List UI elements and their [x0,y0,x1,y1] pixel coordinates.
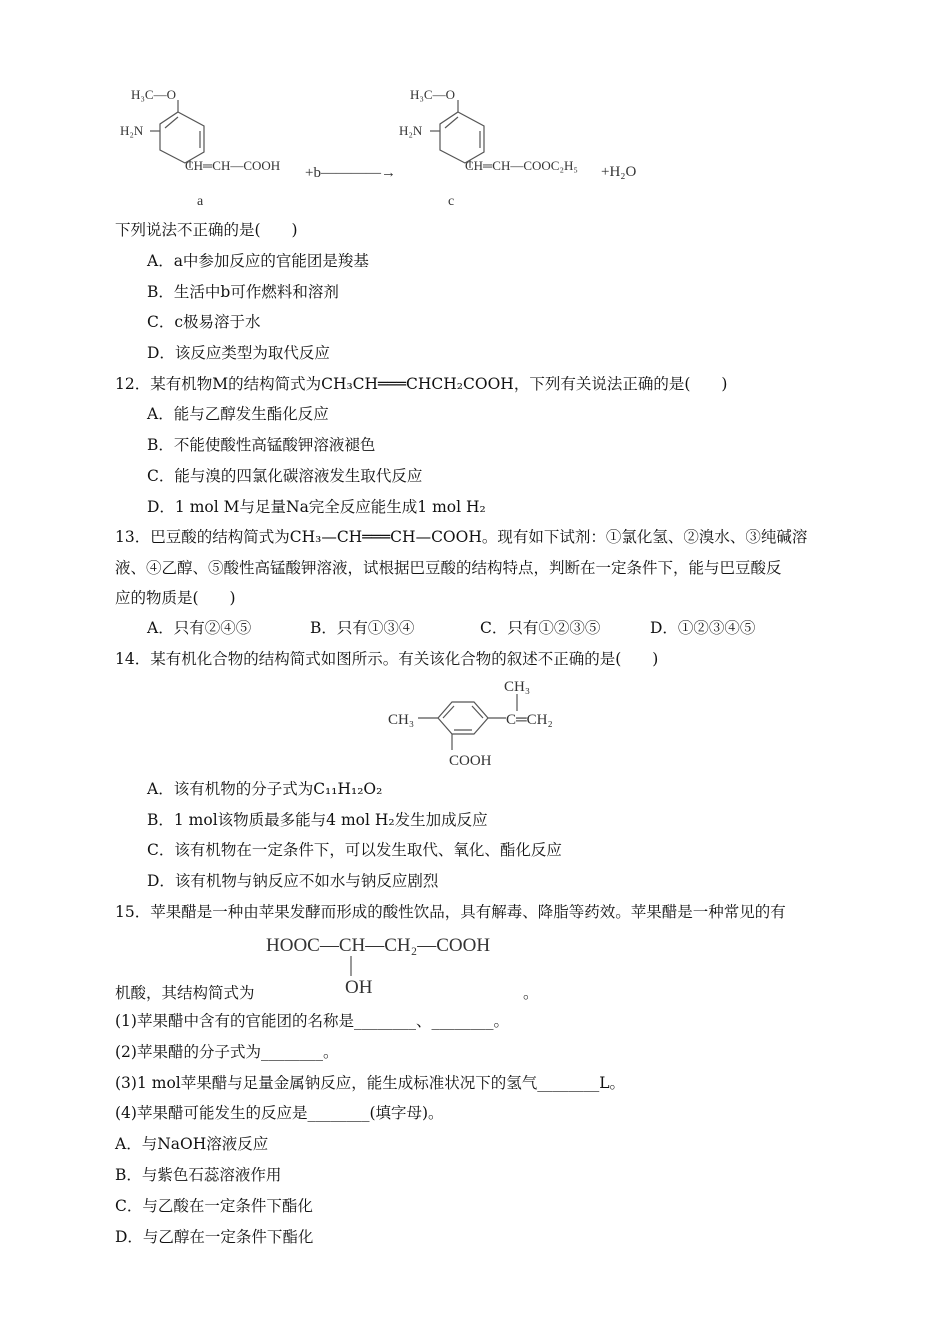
q11-stem: 下列说法不正确的是( ) [115,221,298,239]
q15-sub-3: (3)1 mol苹果醋与足量金属钠反应，能生成标准状况下的氢气________L。 [115,1074,626,1092]
q14-methyl-left: CH₃ [388,712,415,728]
q14-option-c: C．该有机物在一定条件下，可以发生取代、氧化、酯化反应 [147,841,562,859]
q12-option-b: B．不能使酸性高锰酸钾溶液褪色 [147,436,376,454]
plus-b-arrow: +b————→ [305,165,396,181]
q12-stem: 12．某有机物M的结构简式为CH₃CH═══CHCH₂COOH，下列有关说法正确的是( ) [115,375,728,393]
q14-methyl-top: CH₃ [504,679,531,695]
q15-formula: HOOC—CH—CH₂—COOH [266,935,491,956]
label-a: a [197,194,204,209]
q13-line-3: 应的物质是( ) [115,589,236,607]
q15-option-a: A．与NaOH溶液反应 [115,1135,269,1153]
q15-formula-oh: OH [345,977,373,998]
q14-option-a: A．该有机物的分子式为C₁₁H₁₂O₂ [147,780,383,798]
q13-option-b: B．只有①③④ [310,619,415,637]
q15-line-1: 15．苹果醋是一种由苹果发酵而形成的酸性饮品，具有解毒、降脂等药效。苹果醋是一种常见的有 [115,903,786,921]
q15-sub-4: (4)苹果醋可能发生的反应是________(填字母)。 [115,1104,444,1122]
q14-option-d: D．该有机物与钠反应不如水与钠反应剧烈 [147,872,439,890]
c-amine: H₂N [399,123,423,138]
q11-option-d: D．该反应类型为取代反应 [147,344,330,362]
q15-option-d: D．与乙醇在一定条件下酯化 [115,1228,314,1246]
a-amine: H₂N [120,123,144,138]
q13-option-a: A．只有②④⑤ [147,619,252,637]
c-methoxy: H₃C—O [410,87,455,102]
q13-option-c: C．只有①②③⑤ [480,619,601,637]
q13-line-2: 液、④乙醇、⑤酸性高锰酸钾溶液，试根据巴豆酸的结构特点，判断在一定条件下，能与巴豆酸反 [115,559,782,577]
q15-option-b: B．与紫色石蕊溶液作用 [115,1166,282,1184]
q11-option-a: A．a中参加反应的官能团是羧基 [147,252,369,270]
c-chain: CH═CH—COOC₂H₅ [465,158,578,173]
q15-line-2-end: 。 [523,984,539,1002]
q15-sub-1: (1)苹果醋中含有的官能团的名称是________、________。 [115,1012,509,1030]
q14-option-b: B．1 mol该物质最多能与4 mol H₂发生加成反应 [147,811,488,829]
label-c: c [448,194,455,209]
q11-option-c: C．c极易溶于水 [147,313,261,331]
q13-option-d: D．①②③④⑤ [650,619,756,637]
q11-option-b: B．生活中b可作燃料和溶剂 [147,283,339,301]
q15-line-2: 机酸，其结构简式为 [115,984,255,1002]
q13-line-1: 13．巴豆酸的结构简式为CH₃—CH═══CH—COOH。现有如下试剂：①氯化氢、②溴水、③纯碱溶 [115,528,808,546]
q14-stem: 14．某有机化合物的结构简式如图所示。有关该化合物的叙述不正确的是( ) [115,650,659,668]
q12-option-c: C．能与溴的四氯化碳溶液发生取代反应 [147,467,423,485]
a-methoxy: H₃C—O [131,87,176,102]
q15-sub-2: (2)苹果醋的分子式为________。 [115,1043,339,1061]
q12-option-a: A．能与乙醇发生酯化反应 [147,405,329,423]
q15-option-c: C．与乙酸在一定条件下酯化 [115,1197,313,1215]
q12-option-d: D．1 mol M与足量Na完全反应能生成1 mol H₂ [147,498,486,516]
structure-q14 [418,694,517,750]
q14-carboxyl: COOH [449,753,492,769]
plus-water: +H₂O [601,164,637,180]
q14-vinyl: C═CH₂ [506,712,553,728]
a-chain: CH═CH—COOH [185,158,281,173]
